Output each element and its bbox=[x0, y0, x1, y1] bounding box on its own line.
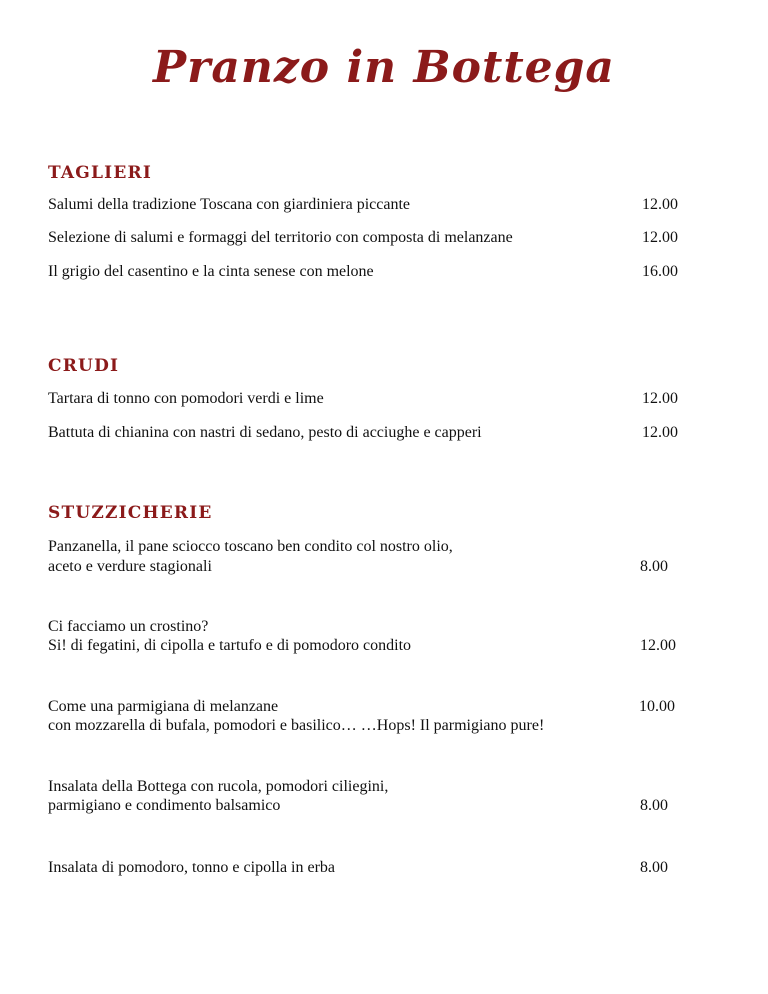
menu-item-line2: con mozzarella di bufala, pomodori e basilico… …Hops! Il parmigiano pure! bbox=[48, 717, 545, 734]
menu-item-price: 12.00 bbox=[642, 390, 678, 407]
menu-item-text: Selezione di salumi e formaggi del territorio con composta di melanzane bbox=[48, 229, 513, 246]
section-heading-taglieri: TAGLIERI bbox=[48, 163, 152, 183]
menu-item-price: 8.00 bbox=[640, 558, 668, 575]
menu-item-price: 12.00 bbox=[642, 424, 678, 441]
menu-item-text: Tartara di tonno con pomodori verdi e lime bbox=[48, 390, 324, 407]
menu-item-line1: Ci facciamo un crostino? bbox=[48, 618, 209, 635]
menu-item-text: Il grigio del casentino e la cinta senese con melone bbox=[48, 263, 374, 280]
menu-item-line1: Come una parmigiana di melanzane bbox=[48, 698, 279, 715]
menu-item-text: Salumi della tradizione Toscana con giardiniera piccante bbox=[48, 196, 410, 213]
menu-item-price: 12.00 bbox=[642, 229, 678, 246]
menu-item-price: 16.00 bbox=[642, 263, 678, 280]
menu-item-line2: aceto e verdure stagionali bbox=[48, 558, 212, 575]
section-heading-stuzzicherie: STUZZICHERIE bbox=[48, 503, 213, 523]
menu-item-price: 10.00 bbox=[639, 698, 675, 715]
menu-item-price: 8.00 bbox=[640, 797, 668, 814]
menu-item-line2: Si! di fegatini, di cipolla e tartufo e di pomodoro condito bbox=[48, 637, 412, 654]
menu-item-price: 8.00 bbox=[640, 859, 668, 876]
menu-item-price: 12.00 bbox=[640, 637, 676, 654]
menu-item-text: Battuta di chianina con nastri di sedano, pesto di acciughe e capperi bbox=[48, 424, 482, 441]
menu-item-text: Insalata di pomodoro, tonno e cipolla in erba bbox=[48, 859, 336, 876]
menu-item-line1: Insalata della Bottega con rucola, pomodori ciliegini, bbox=[48, 778, 389, 795]
page-title: Pranzo in Bottega bbox=[153, 42, 615, 93]
menu-item-line1: Panzanella, il pane sciocco toscano ben condito col nostro olio, bbox=[48, 538, 453, 555]
menu-item-price: 12.00 bbox=[642, 196, 678, 213]
menu-item-line2: parmigiano e condimento balsamico bbox=[48, 797, 281, 814]
section-heading-crudi: CRUDI bbox=[48, 356, 120, 376]
